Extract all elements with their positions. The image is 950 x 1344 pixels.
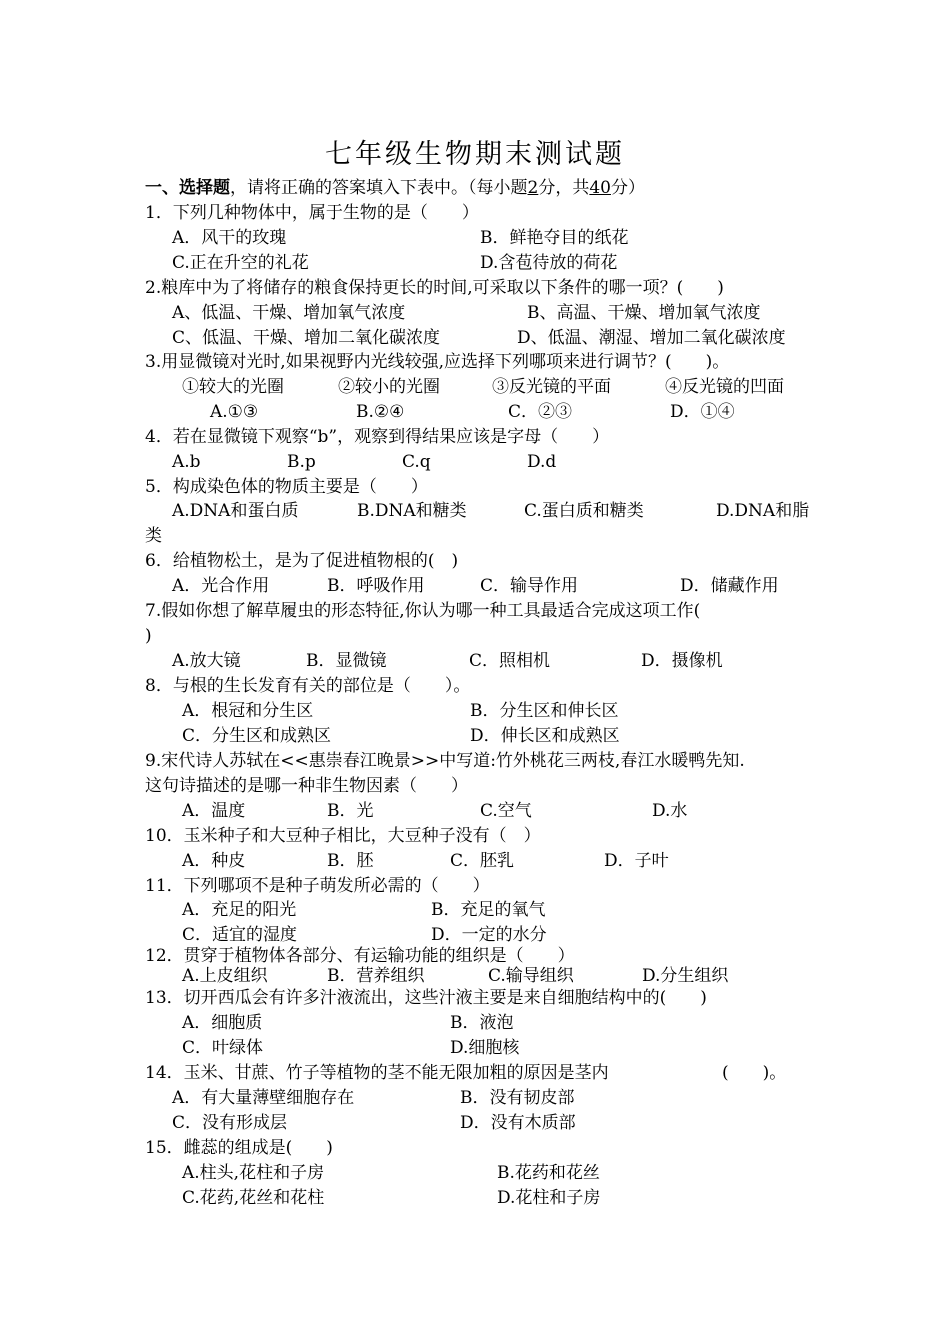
question-stem-wrap: ) [145,626,152,646]
option: C．②③ [508,402,573,422]
option: D.细胞核 [450,1038,520,1058]
question-stem: 5．构成染色体的物质主要是（ ） [145,477,428,497]
option: A．细胞质 [182,1013,263,1033]
question-stem-wrap: 这句诗描述的是哪一种非生物因素（ ） [145,776,468,796]
section-header [145,178,645,198]
question-stem: 13．切开西瓜会有许多汁液流出，这些汁液主要是来自细胞结构中的( ) [145,988,707,1008]
option: C．适宜的湿度 [182,925,298,945]
question-stem: 8．与根的生长发育有关的部位是（ ）。 [145,676,471,696]
option: B．胚 [327,851,374,871]
question-stem: 9.宋代诗人苏轼在<<惠崇春江晚景>>中写道:竹外桃花三两枝,春江水暖鸭先知. [145,751,745,771]
sub-item: ①较大的光圈 [182,377,284,397]
option: B．分生区和伸长区 [470,701,619,721]
option: D.d [527,452,557,472]
option: B．充足的氧气 [431,900,546,920]
option: C.正在升空的礼花 [172,253,309,273]
question-stem: 15．雌蕊的组成是( ) [145,1138,333,1158]
option: C．输导作用 [480,576,579,596]
option: B、高温、干燥、增加氧气浓度 [527,303,761,323]
question-stem: 12．贯穿于植物体各部分、有运输功能的组织是（ ） [145,946,575,966]
option: C.q [402,452,431,472]
sub-item: ③反光镜的平面 [492,377,611,397]
option: A.DNA和蛋白质 [172,501,299,521]
section-label: 一、选择题 [145,178,230,198]
option: D．摄像机 [641,651,723,671]
answer-blank: ( )。 [722,1063,787,1083]
question-stem: 7.假如你想了解草履虫的形态特征,你认为哪一种工具最适合完成这项工作( [145,601,701,621]
option: A.放大镜 [172,651,241,671]
option: A．根冠和分生区 [182,701,314,721]
option: C．分生区和成熟区 [182,726,332,746]
option: C.花药,花丝和花柱 [182,1188,325,1208]
section-instruction-3: 分） [610,178,645,198]
page-title: 七年级生物期末测试题 [325,139,625,170]
option: D.水 [652,801,688,821]
option: B．液泡 [450,1013,514,1033]
total-score: 40 [589,178,611,198]
sub-item: ④反光镜的凹面 [665,377,784,397]
option: A、低温、干燥、增加氧气浓度 [172,303,406,323]
question-stem: 1．下列几种物体中，属于生物的是（ ） [145,203,479,223]
option: D.分生组织 [642,966,729,986]
option: B.p [287,452,316,472]
sub-item: ②较小的光圈 [338,377,440,397]
question-stem: 4．若在显微镜下观察“b”，观察到得结果应该是字母（ ） [145,427,610,447]
option: A．有大量薄壁细胞存在 [172,1088,355,1108]
option: A.上皮组织 [182,966,268,986]
option: B．呼吸作用 [327,576,425,596]
option: B.花药和花丝 [497,1163,600,1183]
option: D.含苞待放的荷花 [480,253,618,273]
option: A．风干的玫瑰 [172,228,287,248]
option: D．没有木质部 [460,1113,576,1133]
option: D．一定的水分 [431,925,547,945]
question-stem: 2.粮库中为了将储存的粮食保持更长的时间,可采取以下条件的哪一项？( ) [145,278,724,298]
per-question-score: 2 [527,178,539,198]
option: B.DNA和糖类 [357,501,467,521]
option: C、低温、干燥、增加二氧化碳浓度 [172,328,441,348]
option: D.DNA和脂 [716,501,810,521]
question-stem: 11．下列哪项不是种子萌发所必需的（ ） [145,876,490,896]
option: B．鲜艳夺目的纸花 [480,228,629,248]
option: C.输导组织 [488,966,574,986]
section-instruction: ，请将正确的答案填入下表中。（每小题 [230,178,528,198]
question-stem: 3.用显微镜对光时,如果视野内光线较强,应选择下列哪项来进行调节？( )。 [145,352,730,372]
option: B．没有韧皮部 [460,1088,575,1108]
option: C．叶绿体 [182,1038,264,1058]
option: D．子叶 [604,851,669,871]
option: C．胚乳 [450,851,515,871]
option: D.花柱和子房 [497,1188,601,1208]
option: B．显微镜 [306,651,387,671]
option: D．①④ [670,402,735,422]
question-stem: 14．玉米、甘蔗、竹子等植物的茎不能无限加粗的原因是茎内 [145,1063,609,1083]
option: B．营养组织 [327,966,425,986]
option: C.蛋白质和糖类 [524,501,644,521]
option: C．照相机 [469,651,551,671]
option: A．光合作用 [172,576,270,596]
option: D．储藏作用 [680,576,779,596]
option: A.①③ [210,402,259,422]
option: B.②④ [356,402,405,422]
option: A．充足的阳光 [182,900,297,920]
option: B．光 [327,801,374,821]
option-wrap: 类 [145,526,162,546]
option: A．温度 [182,801,246,821]
option: A.b [172,452,201,472]
option: C.空气 [480,801,532,821]
option: A．种皮 [182,851,246,871]
option: C．没有形成层 [172,1113,288,1133]
option: D、低温、潮湿、增加二氧化碳浓度 [517,328,786,348]
question-stem: 10．玉米种子和大豆种子相比，大豆种子没有（ ） [145,826,541,846]
option: A.柱头,花柱和子房 [182,1163,325,1183]
option: D．伸长区和成熟区 [470,726,620,746]
section-instruction-2: 分，共 [538,178,590,198]
question-stem: 6．给植物松土，是为了促进植物根的( ) [145,551,459,571]
